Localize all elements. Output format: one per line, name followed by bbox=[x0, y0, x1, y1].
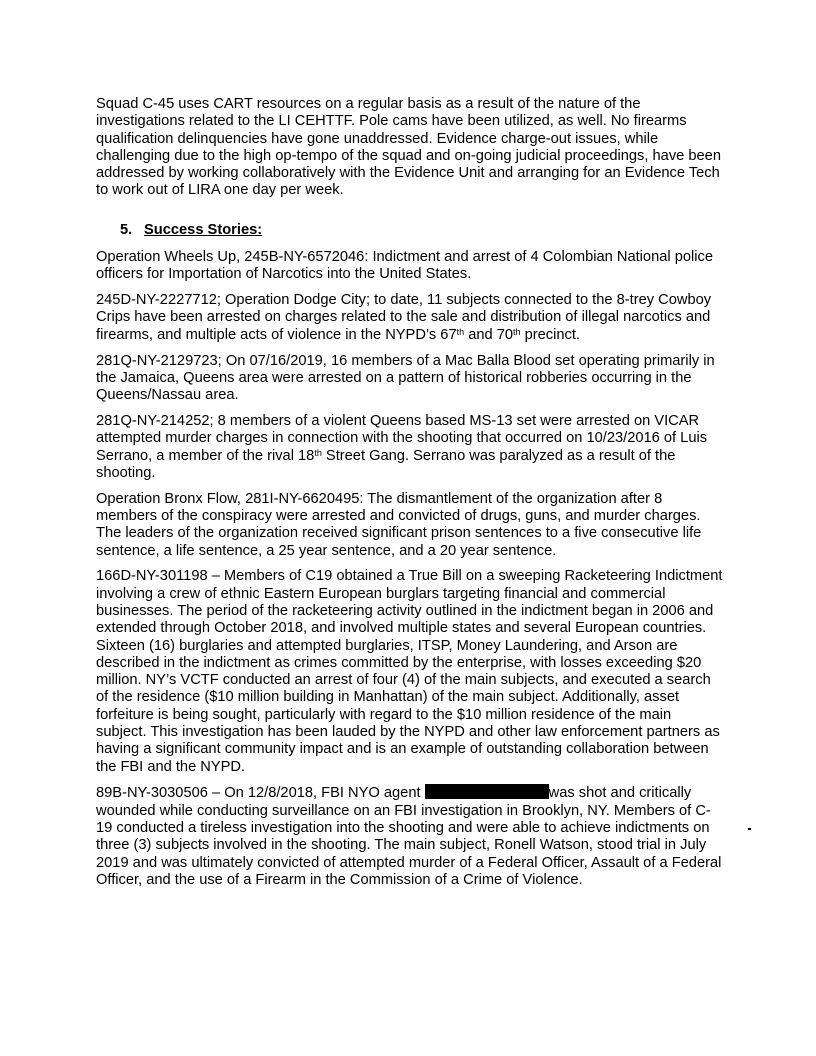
intro-paragraph: Squad C-45 uses CART resources on a regular basis as a result of the nature of the investigations related to the LI CEHTTF. Pole cams have been utilized, as well. No firearms qualification delinquencies have gone unaddressed. Evidence charge-out issues, while challenging due to the high op-tempo of the squad and on-going judicial proceedings, have been addressed by working collaboratively with the Evidence Unit and arranging for an Evidence Tech to work out of LIRA one day per week. bbox=[96, 96, 721, 199]
story-4-text-b: Street Gang. Serrano was paralyzed as a result of the shooting. bbox=[96, 447, 676, 481]
story-paragraph-5: Operation Bronx Flow, 281I-NY-6620495: The dismantlement of the organization after 8 members of the conspiracy were arrested and convicted of drugs, guns, and murder charges. The leaders of the organization received significant prison sentences to a five consecutive life sentence, a life sentence, a 25 year sentence, and a 20 year sentence. bbox=[96, 490, 702, 559]
story-paragraph-2 bbox=[96, 292, 724, 344]
story-paragraph-1: Operation Wheels Up, 245B-NY-6572046: Indictment and arrest of 4 Colombian National police officers for Importation of Narcotics into the United States. bbox=[96, 249, 713, 283]
story-7-text-b: was shot and critically wounded while conducting surveillance on an FBI investigation in Brooklyn, NY. Members of C-19 conducted a tireless investigation into the shooting and were able to achieve indictments on three (3) subjects involved in the shooting. The main subject, Ronell Watson, stood trial in July 2019 and was ultimately convicted of attempted murder of a Federal Officer, Assault of a Federal Officer, and the use of a Firearm in the Commission of a Crime of Violence. bbox=[96, 785, 722, 888]
story-paragraph-3: 281Q-NY-2129723; On 07/16/2019, 16 members of a Mac Balla Blood set operating primarily in the Jamaica, Queens area were arrested on a pattern of historical robberies occurring in the Queens/Nassau area. bbox=[96, 352, 715, 404]
story-2-text-a: 245D-NY-2227712; Operation Dodge City; to date, 11 subjects connected to the 8-trey Cowboy Crips have been arrested on charges related to the sale and distribution of illegal narcotics and firearms, and multiple acts of violence in the NYPD’s 67 bbox=[96, 292, 712, 343]
section-heading bbox=[96, 222, 724, 239]
section-number: 5. bbox=[120, 221, 133, 238]
story-4-text-a: 281Q-NY-214252; 8 members of a violent Queens based MS-13 set were arrested on VICAR attempted murder charges in connection with the shooting that occurred on 10/23/2016 of Luis Serrano, a member of the rival 18 bbox=[96, 412, 708, 464]
story-4-superscript: th bbox=[314, 447, 322, 458]
redaction-box bbox=[425, 784, 549, 799]
story-paragraph-4 bbox=[96, 413, 724, 482]
story-2-superscript-2: th bbox=[513, 326, 521, 337]
stray-mark bbox=[748, 828, 751, 830]
story-7-text-a: 89B-NY-3030506 – On 12/8/2018, FBI NYO agent bbox=[96, 785, 425, 802]
story-2-text-c: precinct. bbox=[520, 326, 581, 343]
document-body bbox=[96, 96, 724, 898]
story-paragraph-7 bbox=[96, 784, 724, 889]
story-2-superscript-1: th bbox=[456, 326, 465, 337]
section-title: Success Stories: bbox=[144, 221, 263, 238]
story-2-text-b: and 70 bbox=[464, 326, 514, 343]
story-paragraph-6: 166D-NY-301198 – Members of C19 obtained a True Bill on a sweeping Racketeering Indictment involving a crew of ethnic Eastern European burglars targeting financial and commercial businesses. The period of the racketeering activity outlined in the indictment began in 2006 and extended through October 2018, and involved multiple states and several European countries. Sixteen (16) burglaries and attempted burglaries, ITSP, Money Laundering, and Arson are described in the indictment as crimes committed by the enterprise, with losses exceeding $20 million. NY’s VCTF conducted an arrest of four (4) of the main subjects, and executed a search of the residence ($10 million building in Manhattan) of the main subject. Additionally, asset forfeiture is being sought, particularly with regard to the $10 million residence of the main subject. This investigation has been lauded by the NYPD and other law enforcement partners as having a significant community impact and is an example of outstanding collaboration between the FBI and the NYPD. bbox=[96, 568, 723, 775]
